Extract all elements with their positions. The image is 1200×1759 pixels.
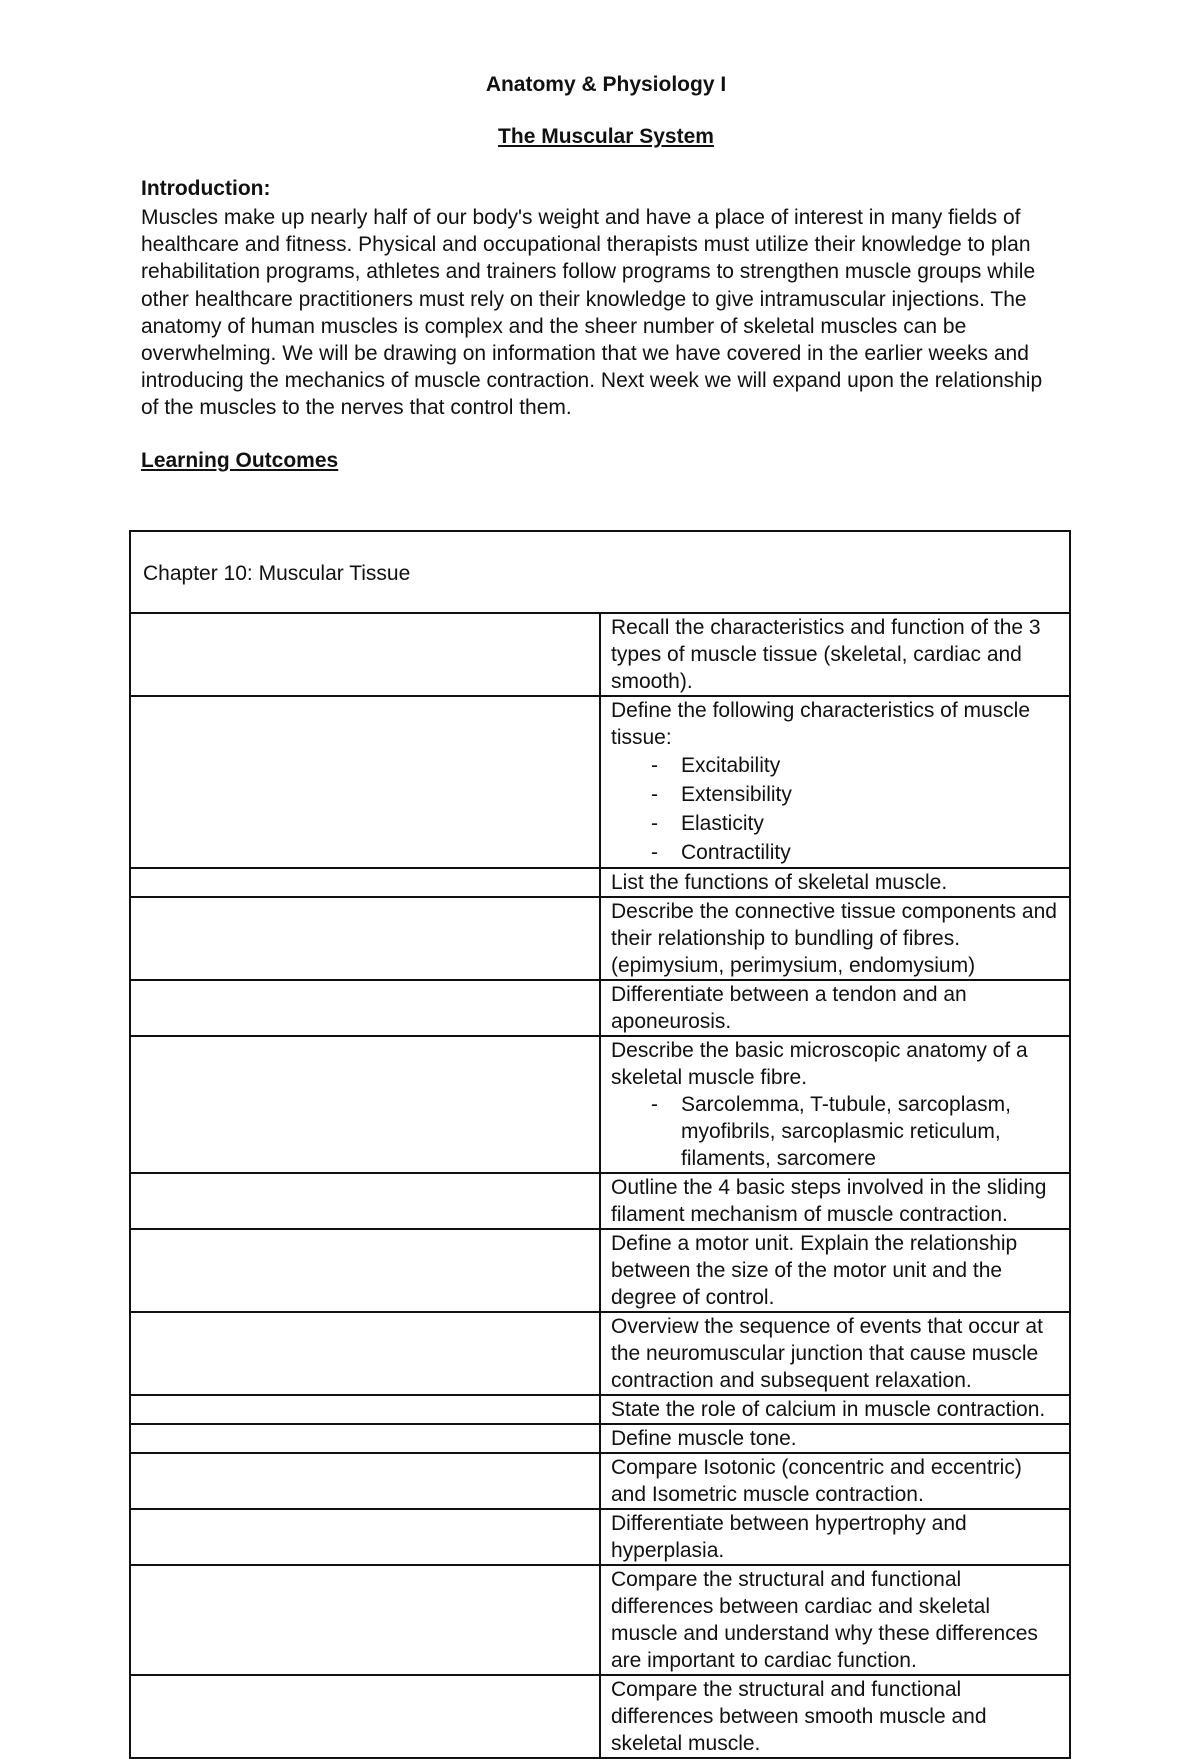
outcome-sub-item [651,838,1059,867]
outcome-check-cell[interactable] [130,696,600,868]
outcome-row [130,897,1070,980]
outcome-check-cell[interactable] [130,613,600,696]
outcome-sub-text: Sarcolemma, T-tubule, sarcoplasm, myofibrils, sarcoplasmic reticulum, filaments, sarcomere [681,1093,1011,1170]
document-title: Anatomy & Physiology I [485,73,727,96]
outcome-text: Describe the connective tissue components and their relationship to bundling of fibres.(epimysium, perimysium, endomysium) [611,900,1057,977]
outcome-sub-text: Elasticity [681,812,764,835]
outcome-text: Define muscle tone. [611,1427,797,1450]
outcome-sub-text: Contractility [681,841,791,864]
chapter-row [130,531,1070,613]
outcome-text: Outline the 4 basic steps involved in the sliding filament mechanism of muscle contraction. [611,1176,1047,1226]
outcome-text: Compare Isotonic (concentric and eccentric) and Isometric muscle contraction. [611,1456,1022,1506]
outcome-row [130,1453,1070,1509]
outcome-text-cell [600,1509,1070,1565]
outcome-check-cell[interactable] [130,1173,600,1229]
outcome-text-cell [600,1675,1070,1758]
dash-bullet: - [651,754,658,777]
outcome-row [130,1509,1070,1565]
outcome-text: List the functions of skeletal muscle. [611,871,948,894]
outcome-text-cell [600,1173,1070,1229]
outcome-text: Define a motor unit. Explain the relationship between the size of the motor unit and the degree of control. [611,1232,1018,1309]
outcome-row [130,1675,1070,1758]
outcome-sub-item [651,1091,1059,1172]
outcome-text: Overview the sequence of events that occur at the neuromuscular junction that cause muscle contraction and subsequent relaxation. [611,1315,1043,1392]
outcome-sub-text: Excitability [681,754,781,777]
outcome-row [130,613,1070,696]
outcome-text: Describe the basic microscopic anatomy of a skeletal muscle fibre. [611,1039,1028,1089]
outcome-text: Define the following characteristics of muscle tissue: [611,699,1031,749]
outcome-check-cell[interactable] [130,1312,600,1395]
outcome-check-cell[interactable] [130,1424,600,1453]
outcome-row [130,1036,1070,1173]
outcome-text-cell [600,613,1070,696]
outcome-check-cell[interactable] [130,1229,600,1312]
outcome-text-cell [600,1036,1070,1173]
document-page [141,70,1071,476]
outcome-row [130,1312,1070,1395]
outcome-text-cell [600,897,1070,980]
outcome-text: Differentiate between a tendon and an aponeurosis. [611,983,967,1033]
outcome-row [130,696,1070,868]
outcome-text: Compare the structural and functional differences between cardiac and skeletal muscle and understand why these differences are important to cardiac function. [611,1568,1038,1672]
outcome-row [130,1424,1070,1453]
learning-outcomes-heading: Learning Outcomes [141,448,339,472]
outcome-text-cell [600,1424,1070,1453]
outcome-check-cell[interactable] [130,1565,600,1675]
outcome-sub-list [611,1091,1059,1172]
outcome-check-cell[interactable] [130,1675,600,1758]
outcome-text: Recall the characteristics and function of the 3 types of muscle tissue (skeletal, cardiac and smooth). [611,616,1041,693]
document-subtitle: The Muscular System [498,125,714,148]
outcome-check-cell[interactable] [130,1509,600,1565]
dash-bullet: - [651,812,658,835]
intro-paragraph: Muscles make up nearly half of our body's weight and have a place of interest in many fields of healthcare and fitness. Physical and occupational therapists must utilize their knowledge to plan rehabilitation programs, athletes and trainers follow programs to strengthen muscle groups while other healthcare practitioners must rely on their knowledge to give intramuscular injections. The anatomy of human muscles is complex and the sheer number of skeletal muscles can be overwhelming. We will be drawing on information that we have covered in the earlier weeks and introducing the mechanics of muscle contraction. Next week we will expand upon the relationship of the muscles to the nerves that control them. [141,206,1043,420]
outcome-row [130,868,1070,897]
outcome-text-cell [600,696,1070,868]
outcome-text: Compare the structural and functional differences between smooth muscle and skeletal muscle. [611,1678,987,1755]
outcome-text-cell [600,1453,1070,1509]
outcome-sub-item [651,809,1059,838]
outcome-text-cell [600,980,1070,1036]
outcome-text-cell [600,1565,1070,1675]
outcome-row [130,1395,1070,1424]
outcome-sub-item [651,751,1059,780]
outcome-check-cell[interactable] [130,1036,600,1173]
outcome-check-cell[interactable] [130,868,600,897]
chapter-title: Chapter 10: Muscular Tissue [143,561,411,585]
chapter-cell [130,531,1070,613]
outcome-check-cell[interactable] [130,897,600,980]
outcome-sub-list [611,751,1059,867]
intro-heading: Introduction: [141,177,271,200]
learning-outcomes-table [129,530,1071,1759]
outcome-row [130,1229,1070,1312]
outcome-check-cell[interactable] [130,1453,600,1509]
outcome-text-cell [600,1229,1070,1312]
dash-bullet: - [651,1093,658,1116]
outcome-check-cell[interactable] [130,1395,600,1424]
outcome-text: State the role of calcium in muscle contraction. [611,1398,1046,1421]
outcome-check-cell[interactable] [130,980,600,1036]
outcome-row [130,1565,1070,1675]
outcome-text: Differentiate between hypertrophy and hyperplasia. [611,1512,967,1562]
outcome-sub-item [651,780,1059,809]
outcome-text-cell [600,1395,1070,1424]
dash-bullet: - [651,841,658,864]
outcome-row [130,1173,1070,1229]
outcome-text-cell [600,1312,1070,1395]
outcome-row [130,980,1070,1036]
dash-bullet: - [651,783,658,806]
outcome-text-cell [600,868,1070,897]
outcome-sub-text: Extensibility [681,783,792,806]
